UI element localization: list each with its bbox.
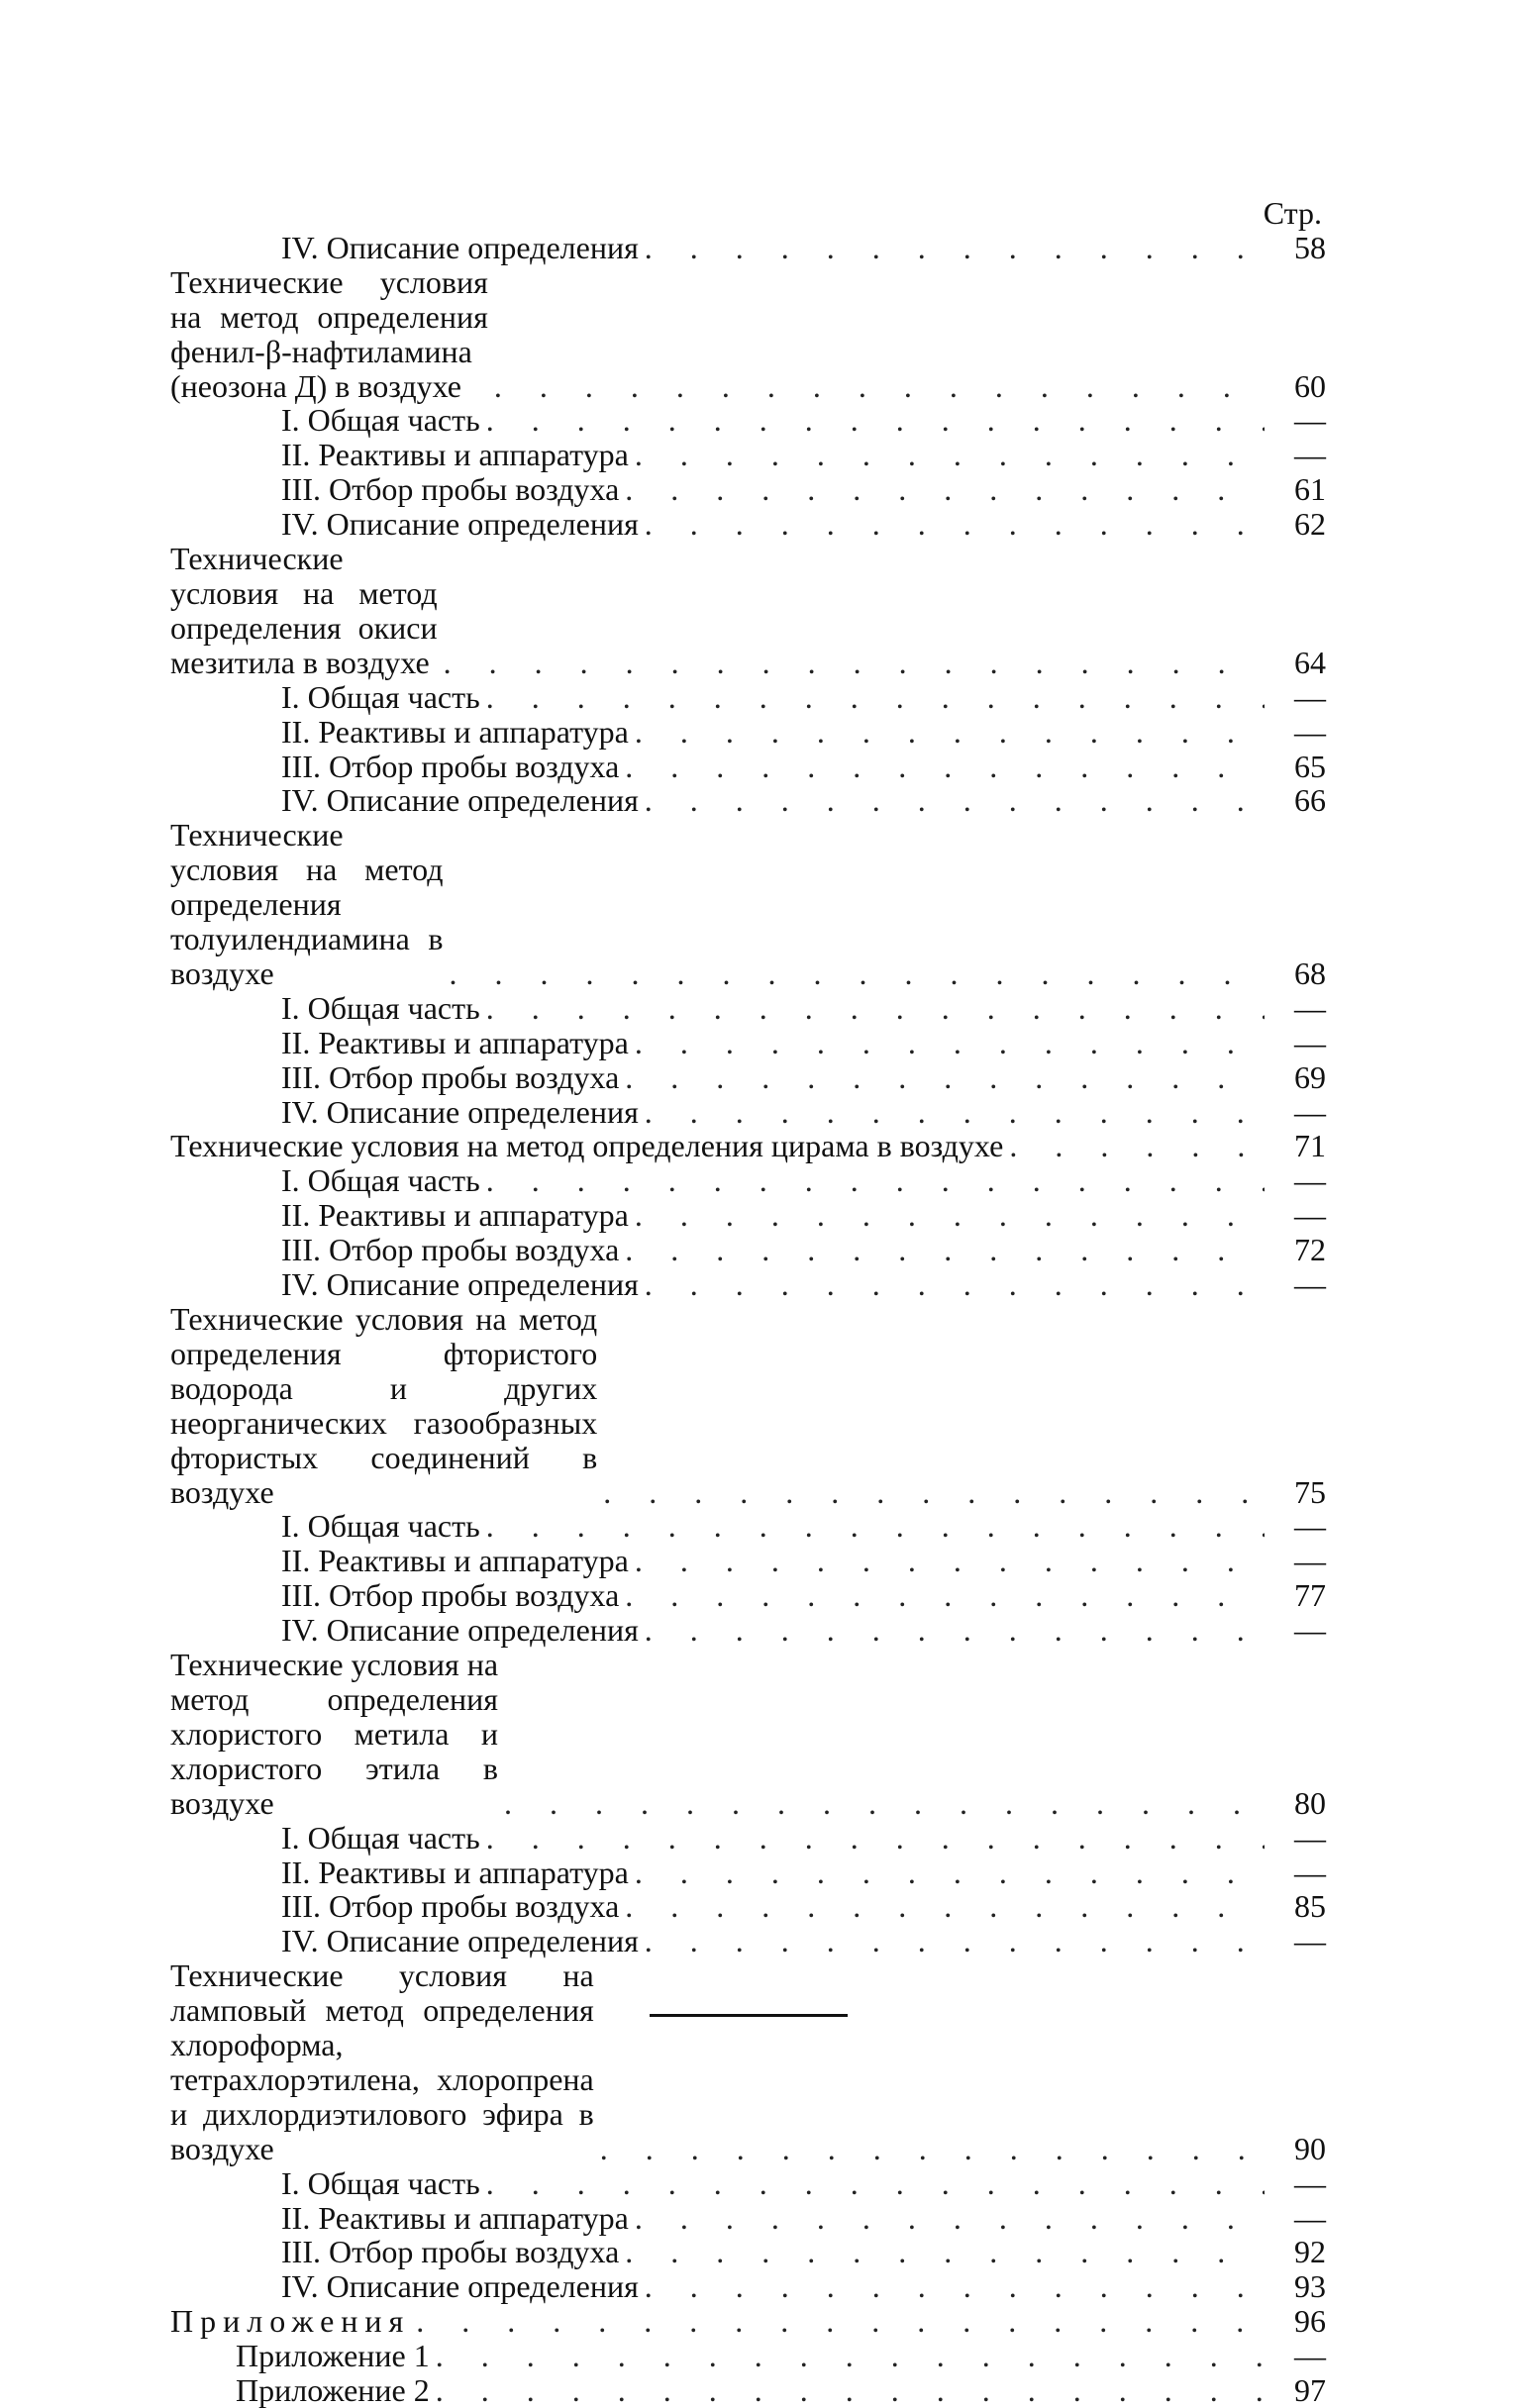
entry-page: 62 — [1294, 506, 1326, 543]
toc-entry — [170, 2269, 1326, 2304]
entry-page: 77 — [1294, 1577, 1326, 1614]
toc-entry — [170, 1302, 1326, 1509]
entry-page: — — [1294, 1024, 1326, 1060]
toc-entry — [170, 1060, 1326, 1095]
entry-page: — — [1294, 1093, 1326, 1130]
toc-entry — [170, 2339, 1326, 2373]
entry-page: 92 — [1294, 2234, 1326, 2270]
entry-page: — — [1294, 2164, 1326, 2201]
toc-entry — [170, 991, 1326, 1026]
entry-title: I. Общая часть — [281, 678, 480, 715]
entry-page: 64 — [1294, 644, 1326, 680]
entry-page: — — [1294, 1508, 1326, 1545]
entry-title: III. Отбор пробы воздуха — [281, 1577, 620, 1614]
toc-entry — [170, 715, 1326, 750]
toc-entry — [170, 1578, 1326, 1613]
entry-page: — — [1294, 1923, 1326, 1959]
entry-title: IV. Описание определения — [281, 782, 639, 819]
toc-entry — [170, 1889, 1326, 1924]
entry-title: II. Реактивы и аппаратура — [281, 1024, 629, 1060]
toc-entry — [170, 1129, 1326, 1163]
entry-title: I. Общая часть — [281, 989, 480, 1026]
page-column-header: Стр. — [1263, 195, 1322, 231]
entry-page: 58 — [1294, 229, 1326, 265]
entry-title: IV. Описание определения — [281, 1923, 639, 1959]
entry-title: III. Отбор пробы воздуха — [281, 2234, 620, 2270]
entry-page: — — [1294, 437, 1326, 473]
entry-title: II. Реактивы и аппаратура — [281, 713, 629, 750]
entry-page: 71 — [1294, 1128, 1326, 1164]
entry-page: — — [1294, 402, 1326, 439]
toc-entry — [170, 1958, 1326, 2165]
toc-entry — [170, 507, 1326, 542]
entry-title: II. Реактивы и аппаратура — [281, 1197, 629, 1234]
toc-entry — [170, 1544, 1326, 1578]
entry-page: 60 — [1294, 367, 1326, 404]
entry-page: — — [1294, 1819, 1326, 1856]
entry-title: I. Общая часть — [281, 1819, 480, 1856]
toc-entry — [170, 680, 1326, 715]
toc-entry — [170, 1821, 1326, 1856]
entry-title: IV. Описание определения — [281, 1266, 639, 1303]
entry-title: I. Общая часть — [281, 1162, 480, 1199]
entry-title: Технические условия на ламповый метод определения хлороформа, тетрахлорэтилена, хлоропрена и дихлордиэтилового эфира в воздухе — [170, 1957, 594, 2166]
entry-title: IV. Описание определения — [281, 506, 639, 543]
toc-entry — [170, 750, 1326, 784]
entry-title: Технические условия на метод определения хлористого метила и хлористого этила в воздухе — [170, 1647, 499, 1821]
entry-title: II. Реактивы и аппаратура — [281, 437, 629, 473]
entry-page: 93 — [1294, 2268, 1326, 2305]
entry-page: 72 — [1294, 1232, 1326, 1268]
entry-title: I. Общая часть — [281, 2164, 480, 2201]
table-of-contents — [170, 196, 1326, 2408]
entry-page: — — [1294, 1162, 1326, 1199]
toc-entry — [170, 1233, 1326, 1267]
toc-entry — [170, 231, 1326, 265]
toc-entry — [170, 1267, 1326, 1302]
entry-title: IV. Описание определения — [281, 1612, 639, 1649]
entry-page: — — [1294, 1854, 1326, 1890]
toc-entry — [170, 1648, 1326, 1821]
entry-page: — — [1294, 989, 1326, 1026]
entry-page: 65 — [1294, 748, 1326, 784]
entry-title: II. Реактивы и аппаратура — [281, 1543, 629, 1579]
entry-title: Технические условия на метод определения цирама в воздухе — [170, 1128, 1004, 1164]
entry-title: I. Общая часть — [281, 402, 480, 439]
entry-title: Приложение 1 — [236, 2338, 430, 2374]
entry-title: IV. Описание определения — [281, 2268, 639, 2305]
entry-page: — — [1294, 2199, 1326, 2236]
toc-entry — [170, 2235, 1326, 2269]
toc-entry — [170, 1509, 1326, 1544]
entry-title: IV. Описание определения — [281, 1093, 639, 1130]
toc-entry — [170, 542, 1326, 680]
toc-entry — [170, 2304, 1326, 2339]
entry-title: Технические условия на метод определения окиси мезитила в воздухе — [170, 541, 438, 680]
entry-title: I. Общая часть — [281, 1508, 480, 1545]
entry-page: — — [1294, 1612, 1326, 1649]
entry-page: 96 — [1294, 2303, 1326, 2340]
toc-entry — [170, 1163, 1326, 1198]
entry-title: III. Отбор пробы воздуха — [281, 471, 620, 508]
toc-entry — [170, 1613, 1326, 1648]
entry-page: 85 — [1294, 1888, 1326, 1925]
entry-title: Технические условия на метод определения фенил-β-нафтиламина (неозона Д) в воздухе — [170, 263, 488, 404]
toc-entry — [170, 1856, 1326, 1890]
entry-page: 69 — [1294, 1058, 1326, 1095]
toc-entry — [170, 265, 1326, 404]
entry-title: II. Реактивы и аппаратура — [281, 2199, 629, 2236]
entry-title: III. Отбор пробы воздуха — [281, 1888, 620, 1925]
toc-entry — [170, 403, 1326, 438]
end-rule — [650, 2014, 848, 2017]
toc-entry — [170, 783, 1326, 818]
entry-title: Технические условия на метод определения фтористого водорода и других неорганических газообразных фтористых соединений в воздухе — [170, 1301, 598, 1510]
toc-entry — [170, 1095, 1326, 1130]
entry-page: 90 — [1294, 2130, 1326, 2166]
entry-page: 66 — [1294, 782, 1326, 819]
entry-title: Приложения — [170, 2303, 411, 2340]
toc-entry — [170, 472, 1326, 507]
entry-title: IV. Описание определения — [281, 229, 639, 265]
entry-page: — — [1294, 2338, 1326, 2374]
entry-title: III. Отбор пробы воздуха — [281, 1232, 620, 1268]
entry-page: — — [1294, 1197, 1326, 1234]
toc-entry — [170, 1924, 1326, 1958]
entry-page: 97 — [1294, 2372, 1326, 2408]
entry-page: 61 — [1294, 471, 1326, 508]
entry-title: II. Реактивы и аппаратура — [281, 1854, 629, 1890]
entry-page: — — [1294, 1266, 1326, 1303]
entry-page: 75 — [1294, 1473, 1326, 1510]
entry-title: Технические условия на метод определения толуилендиамина в воздухе — [170, 817, 444, 991]
toc-entry — [170, 2373, 1326, 2408]
entry-title: Приложение 2 — [236, 2372, 430, 2408]
toc-entry — [170, 2166, 1326, 2201]
entry-title: III. Отбор пробы воздуха — [281, 1058, 620, 1095]
toc-entry — [170, 818, 1326, 991]
entry-page: — — [1294, 1543, 1326, 1579]
entry-page: — — [1294, 713, 1326, 750]
toc-entry — [170, 438, 1326, 472]
entry-page: 80 — [1294, 1784, 1326, 1821]
toc-entry — [170, 1026, 1326, 1060]
entry-page: — — [1294, 678, 1326, 715]
toc-entry — [170, 2201, 1326, 2236]
toc-entry — [170, 1198, 1326, 1233]
entry-title: III. Отбор пробы воздуха — [281, 748, 620, 784]
entry-page: 68 — [1294, 954, 1326, 991]
